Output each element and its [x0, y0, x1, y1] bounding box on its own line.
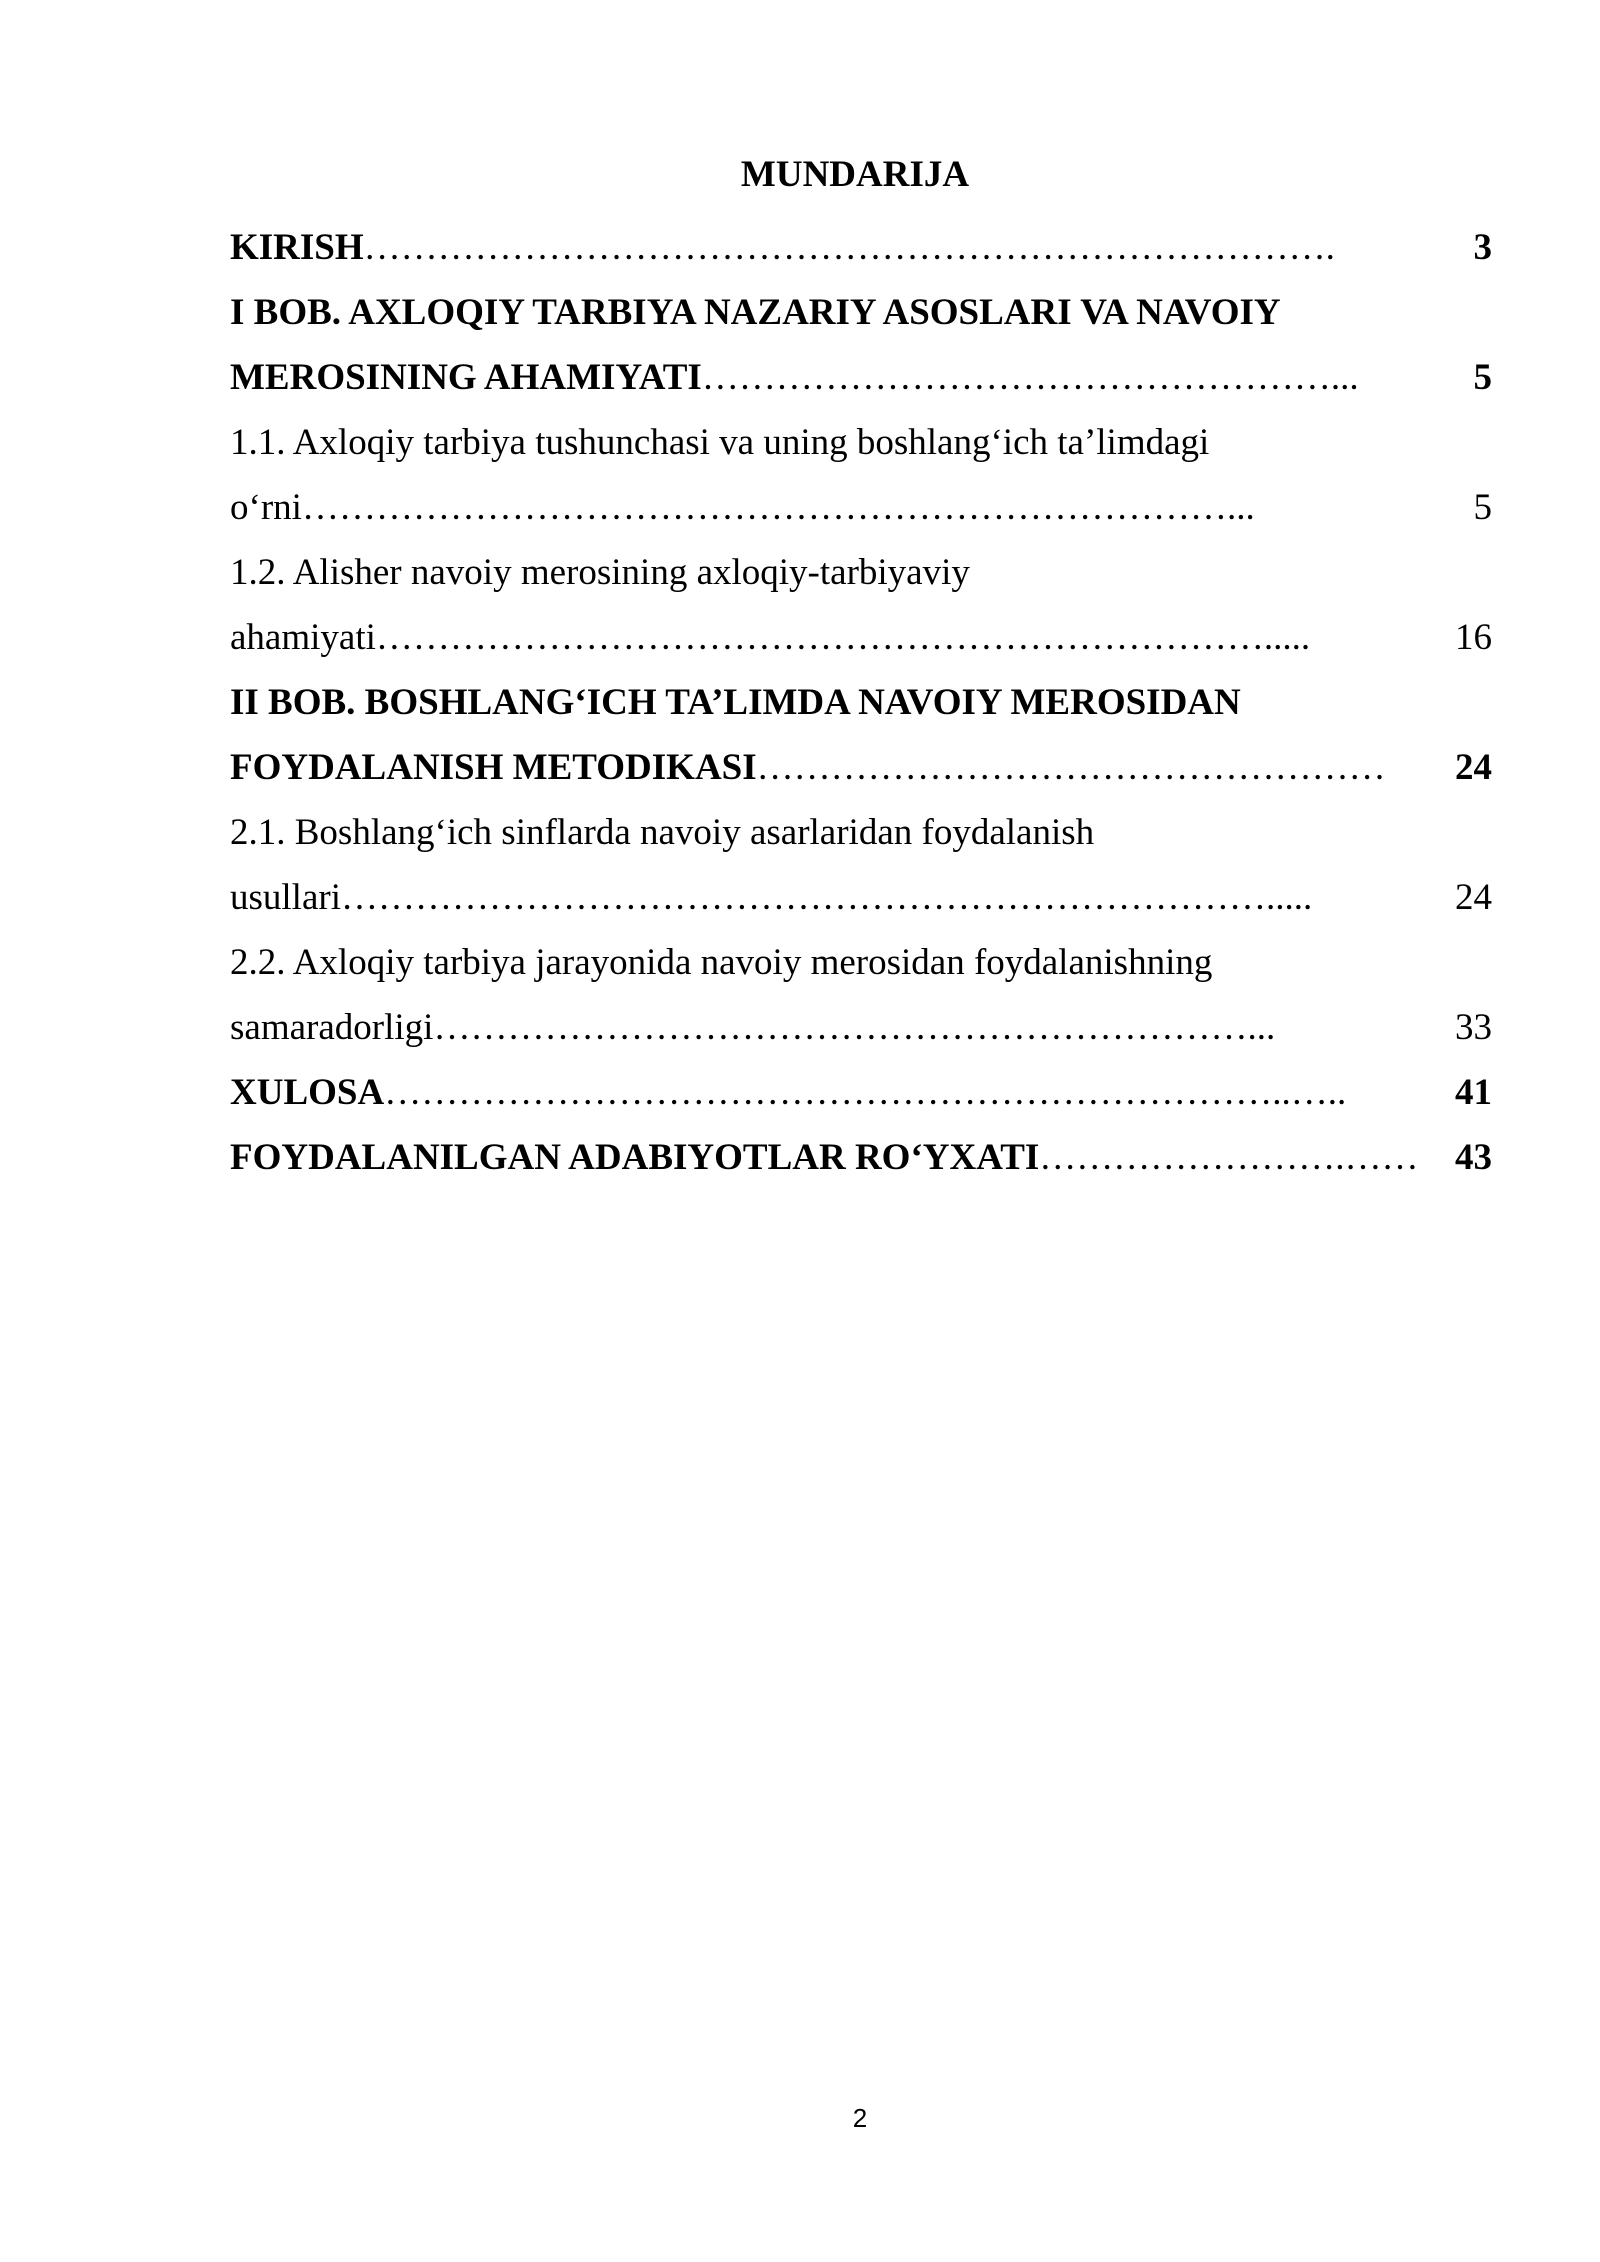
- toc-leader: ……………………………………………...: [701, 357, 1359, 398]
- toc-entry-xulosa[interactable]: [230, 1060, 1492, 1125]
- toc-entry-section-2-2-line-1[interactable]: [230, 930, 1492, 995]
- toc-page-number: 24: [1455, 747, 1492, 788]
- toc-entry-text: FOYDALANILGAN ADABIYOTLAR RO‘YXATI: [230, 1137, 1040, 1178]
- table-of-contents: [230, 215, 1492, 1190]
- toc-page-number: 41: [1455, 1072, 1492, 1113]
- toc-entry-section-1-1-line-2[interactable]: [230, 475, 1492, 540]
- toc-entry-text: usullari: [230, 877, 341, 918]
- toc-entry-text: II BOB. BOSHLANG‘ICH TA’LIMDA NAVOIY MEROSIDAN: [230, 682, 1241, 723]
- toc-entry-text: o‘rni: [230, 487, 302, 528]
- toc-page-number: 5: [1473, 487, 1492, 528]
- toc-entry-text: FOYDALANISH METODIKASI: [230, 747, 757, 788]
- toc-entry-references[interactable]: [230, 1125, 1492, 1190]
- page-number: 2: [852, 2103, 868, 2133]
- toc-entry-kirish[interactable]: [230, 215, 1492, 280]
- toc-entry-section-2-2-line-2[interactable]: [230, 995, 1492, 1060]
- toc-entry-chapter-1-line-2[interactable]: [230, 345, 1492, 410]
- toc-entry-text: samaradorligi: [230, 1007, 434, 1048]
- toc-entry-text: 1.2. Alisher navoiy merosining axloqiy-tarbiyaviy: [230, 552, 970, 593]
- toc-entry-text: 1.1. Axloqiy tarbiya tushunchasi va uning boshlang‘ich ta’limdagi: [230, 422, 1210, 463]
- toc-entry-text: 2.1. Boshlang‘ich sinflarda navoiy asarlaridan foydalanish: [230, 812, 1095, 853]
- toc-leader: ………………………………………………………………..…..: [384, 1072, 1347, 1113]
- toc-entry-section-1-1-line-1[interactable]: [230, 410, 1492, 475]
- toc-leader: …………………………………………………………………….: [363, 227, 1335, 268]
- toc-leader: ………………………………………………………………….....: [340, 877, 1313, 918]
- toc-leader: ……………………………………………………………….....: [375, 617, 1311, 658]
- toc-leader: ……………………………………………: [756, 747, 1386, 788]
- toc-page-number: 16: [1455, 617, 1492, 658]
- toc-entry-section-2-1-line-1[interactable]: [230, 800, 1492, 865]
- toc-page-number: 43: [1455, 1137, 1492, 1178]
- toc-page-number: 33: [1455, 1007, 1492, 1048]
- toc-entry-chapter-2-line-1[interactable]: [230, 670, 1492, 735]
- page-title: MUNDARIJA: [740, 154, 970, 195]
- toc-entry-section-1-2-line-2[interactable]: [230, 605, 1492, 670]
- toc-entry-chapter-1-line-1[interactable]: [230, 280, 1492, 345]
- toc-entry-chapter-2-line-2[interactable]: [230, 735, 1492, 800]
- toc-entry-text: I BOB. AXLOQIY TARBIYA NAZARIY ASOSLARI VA NAVOIY: [230, 292, 1281, 333]
- toc-entry-text: 2.2. Axloqiy tarbiya jarayonida navoiy merosidan foydalanishning: [230, 942, 1213, 983]
- toc-page-number: 3: [1473, 227, 1492, 268]
- toc-entry-text: MEROSINING AHAMIYATI: [230, 357, 702, 398]
- toc-entry-section-2-1-line-2[interactable]: [230, 865, 1492, 930]
- toc-page-number: 5: [1473, 357, 1492, 398]
- toc-leader: …………………………………………………………...: [433, 1007, 1276, 1048]
- toc-entry-section-1-2-line-1[interactable]: [230, 540, 1492, 605]
- toc-entry-text: XULOSA: [230, 1072, 385, 1113]
- toc-leader: …………………….……: [1039, 1137, 1419, 1178]
- toc-page-number: 24: [1455, 877, 1492, 918]
- toc-entry-text: KIRISH: [230, 227, 364, 268]
- toc-entry-text: ahamiyati: [230, 617, 376, 658]
- toc-leader: …………………………………………………………………...: [301, 487, 1255, 528]
